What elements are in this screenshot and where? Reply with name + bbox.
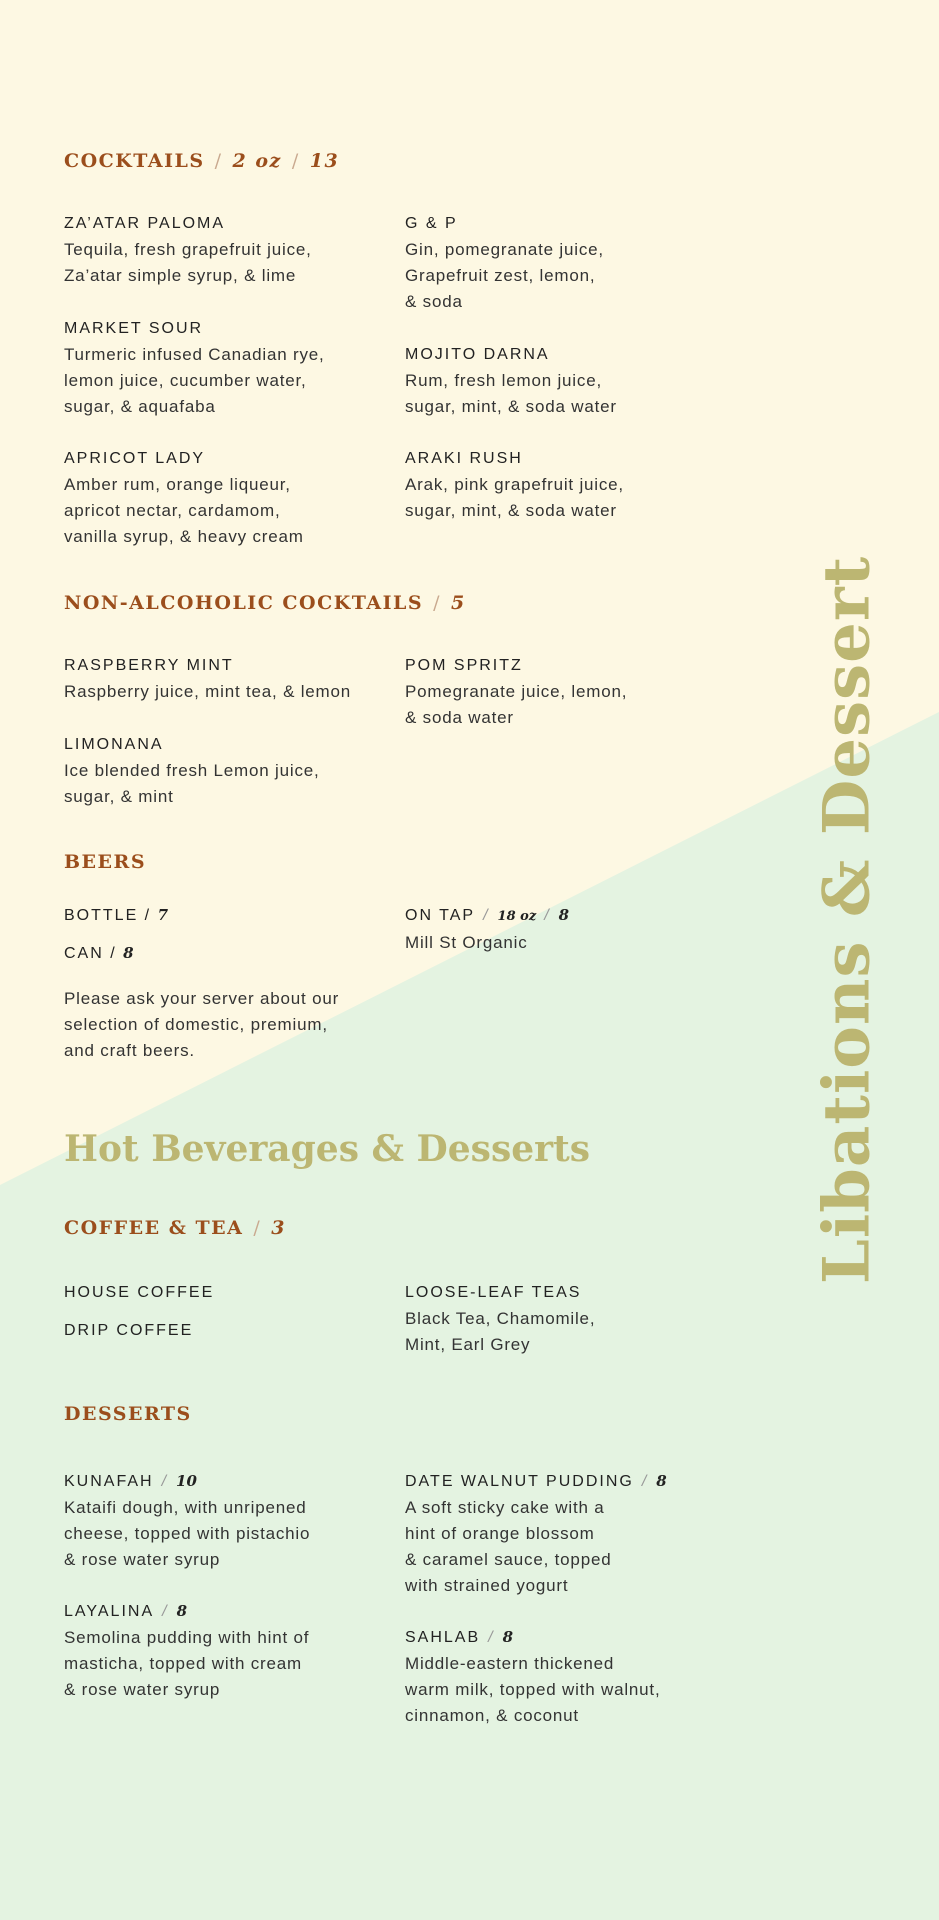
beer-can bbox=[64, 940, 384, 967]
beer-note bbox=[64, 986, 384, 1064]
hot-beverages-heading: Hot Beverages & Desserts bbox=[64, 1128, 590, 1170]
separator: / bbox=[253, 1217, 262, 1239]
separator: / bbox=[483, 907, 490, 924]
item-name: APRICOT LADY bbox=[64, 450, 206, 467]
menu-item-apricot-lady bbox=[64, 446, 384, 550]
cocktails-size: 2 oz bbox=[232, 150, 282, 172]
menu-item-pom-spritz bbox=[405, 653, 725, 731]
separator: / bbox=[488, 1629, 495, 1646]
separator: / bbox=[433, 592, 441, 614]
beer-on-tap bbox=[405, 902, 725, 956]
item-name bbox=[405, 1468, 785, 1495]
separator: / bbox=[214, 150, 223, 172]
desserts-title: DESSERTS bbox=[64, 1403, 192, 1425]
non-alcoholic-title-text: NON-ALCOHOLIC COCKTAILS bbox=[64, 592, 424, 614]
item-name-text: KUNAFAH bbox=[64, 1473, 154, 1490]
cocktails-price: 13 bbox=[309, 150, 340, 172]
item-description: Middle-eastern thickened warm milk, topped with walnut, cinnamon, & coconut bbox=[405, 1654, 661, 1725]
separator: / bbox=[162, 1603, 169, 1620]
menu-item-mojito-darna bbox=[405, 342, 725, 420]
menu-item-limonana bbox=[64, 732, 384, 810]
item-description: Ice blended fresh Lemon juice, sugar, & mint bbox=[64, 761, 320, 806]
non-alcoholic-title bbox=[64, 592, 466, 614]
tap-size: 18 oz bbox=[497, 909, 537, 924]
item-description: Mill St Organic bbox=[405, 933, 528, 952]
side-title: Libations & Dessert bbox=[809, 555, 885, 1285]
can-price: 8 bbox=[123, 944, 134, 962]
menu-item-araki-rush bbox=[405, 446, 725, 524]
menu-item-kunafah bbox=[64, 1468, 384, 1573]
item-name bbox=[64, 940, 384, 967]
item-price: 8 bbox=[656, 1472, 667, 1490]
item-description: Black Tea, Chamomile, Mint, Earl Grey bbox=[405, 1309, 596, 1354]
menu-item-zaatar-paloma bbox=[64, 211, 384, 289]
menu-item-raspberry-mint bbox=[64, 653, 384, 705]
menu-item-market-sour bbox=[64, 316, 384, 420]
item-description: Turmeric infused Canadian rye, lemon juice, cucumber water, sugar, & aquafaba bbox=[64, 345, 325, 416]
item-name: RASPBERRY MINT bbox=[64, 657, 234, 674]
bottle-label: BOTTLE / bbox=[64, 907, 152, 924]
coffee-tea-title-text: COFFEE & TEA bbox=[64, 1217, 244, 1239]
item-name bbox=[64, 902, 384, 929]
tap-label: ON TAP bbox=[405, 907, 476, 924]
item-description: A soft sticky cake with a hint of orange blossom & caramel sauce, topped with strained yogurt bbox=[405, 1498, 612, 1595]
beer-bottle bbox=[64, 902, 384, 929]
cocktails-title-text: COCKTAILS bbox=[64, 150, 205, 172]
item-name: LOOSE-LEAF TEAS bbox=[405, 1284, 582, 1301]
house-coffee bbox=[64, 1280, 384, 1306]
separator: / bbox=[161, 1473, 169, 1490]
item-name bbox=[64, 1598, 384, 1625]
item-description: Semolina pudding with hint of masticha, topped with cream & rose water syrup bbox=[64, 1628, 310, 1699]
cocktails-title bbox=[64, 150, 339, 172]
item-name-text: SAHLAB bbox=[405, 1629, 481, 1646]
item-name: DRIP COFFEE bbox=[64, 1322, 194, 1339]
item-description: Arak, pink grapefruit juice, sugar, mint, & soda water bbox=[405, 475, 624, 520]
item-price: 10 bbox=[176, 1472, 197, 1490]
beer-note-text: Please ask your server about our selection of domestic, premium, and craft beers. bbox=[64, 989, 340, 1060]
item-name: LIMONANA bbox=[64, 736, 164, 753]
separator: / bbox=[544, 907, 551, 924]
drip-coffee bbox=[64, 1318, 384, 1344]
item-description: Raspberry juice, mint tea, & lemon bbox=[64, 682, 352, 701]
tap-price: 8 bbox=[558, 906, 570, 924]
item-description: Gin, pomegranate juice, Grapefruit zest, lemon, & soda bbox=[405, 240, 604, 311]
coffee-tea-title bbox=[64, 1217, 286, 1239]
separator: / bbox=[291, 150, 300, 172]
can-label: CAN / bbox=[64, 945, 117, 962]
item-name: MOJITO DARNA bbox=[405, 346, 550, 363]
item-name bbox=[405, 902, 725, 930]
item-name: G & P bbox=[405, 215, 458, 232]
item-description: Kataifi dough, with unripened cheese, topped with pistachio & rose water syrup bbox=[64, 1498, 311, 1569]
separator: / bbox=[641, 1473, 649, 1490]
non-alcoholic-price: 5 bbox=[450, 592, 466, 614]
menu-item-sahlab bbox=[405, 1624, 785, 1729]
item-name bbox=[405, 1624, 785, 1651]
coffee-tea-price: 3 bbox=[271, 1217, 287, 1239]
loose-leaf-teas bbox=[405, 1280, 725, 1358]
item-name: MARKET SOUR bbox=[64, 320, 204, 337]
menu-item-layalina bbox=[64, 1598, 384, 1703]
beers-title: BEERS bbox=[64, 851, 147, 873]
item-description: Tequila, fresh grapefruit juice, Za’atar simple syrup, & lime bbox=[64, 240, 312, 285]
bottle-price: 7 bbox=[157, 906, 169, 924]
item-price: 8 bbox=[502, 1628, 514, 1646]
item-name: HOUSE COFFEE bbox=[64, 1284, 215, 1301]
item-name: POM SPRITZ bbox=[405, 657, 523, 674]
item-name-text: DATE WALNUT PUDDING bbox=[405, 1473, 634, 1490]
item-description: Amber rum, orange liqueur, apricot nectar, cardamom, vanilla syrup, & heavy cream bbox=[64, 475, 304, 546]
menu-item-g-and-p bbox=[405, 211, 725, 315]
item-name bbox=[64, 1468, 384, 1495]
item-name: ARAKI RUSH bbox=[405, 450, 523, 467]
item-name: ZA’ATAR PALOMA bbox=[64, 215, 226, 232]
item-price: 8 bbox=[176, 1602, 187, 1620]
item-description: Pomegranate juice, lemon, & soda water bbox=[405, 682, 628, 727]
item-name-text: LAYALINA bbox=[64, 1603, 155, 1620]
menu-item-date-walnut-pudding bbox=[405, 1468, 785, 1599]
item-description: Rum, fresh lemon juice, sugar, mint, & soda water bbox=[405, 371, 617, 416]
